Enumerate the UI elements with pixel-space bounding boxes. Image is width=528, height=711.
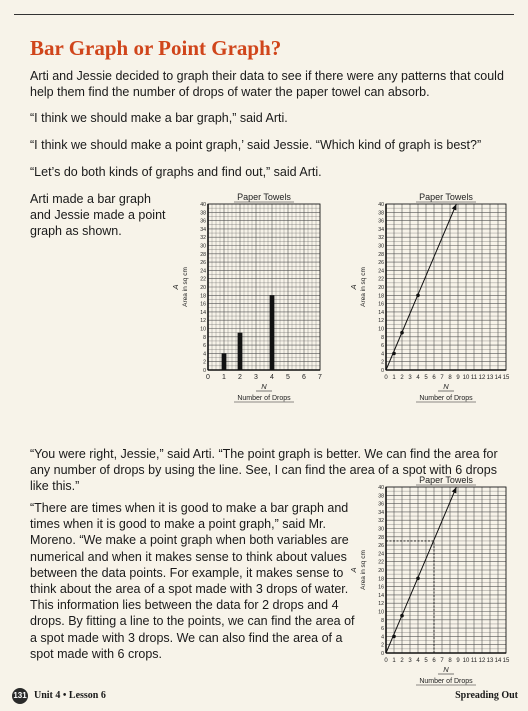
x-tick-label: 3 (408, 658, 412, 664)
y-tick-label: 6 (381, 626, 384, 633)
data-point (392, 352, 396, 356)
y-axis-variable: A (349, 567, 358, 573)
x-tick-label: 11 (470, 658, 478, 664)
top-rule (14, 14, 514, 15)
y-tick-label: 6 (381, 343, 384, 350)
bar-graph-svg (172, 190, 332, 405)
y-tick-label: 14 (378, 309, 384, 316)
x-tick-label: 0 (206, 374, 210, 381)
x-tick-label: 12 (478, 658, 486, 664)
x-tick-label: 2 (238, 374, 242, 381)
x-tick-label: 10 (462, 658, 470, 664)
y-tick-label: 40 (378, 485, 384, 491)
arti-quote-paragraph: “I think we should make a bar graph,” said Arti. (30, 111, 288, 125)
x-tick-label: 6 (432, 658, 436, 664)
y-tick-label: 8 (203, 334, 206, 341)
both-graphs-paragraph: “Let’s do both kinds of graphs and find out,” said Arti. (30, 165, 322, 179)
y-tick-label: 30 (200, 243, 206, 250)
x-tick-label: 12 (478, 375, 486, 381)
x-tick-label: 1 (392, 658, 396, 664)
x-axis-variable: N (443, 665, 449, 674)
x-tick-label: 4 (416, 658, 420, 664)
y-tick-label: 32 (200, 235, 206, 242)
x-tick-label: 3 (254, 374, 258, 381)
x-tick-label: 13 (486, 375, 494, 381)
y-tick-label: 12 (378, 601, 384, 608)
y-tick-label: 34 (378, 226, 384, 233)
y-axis-label: Area in sq cm (182, 267, 189, 307)
x-tick-label: 7 (318, 374, 322, 381)
chart-title: Paper Towels (419, 192, 473, 202)
y-tick-label: 32 (378, 518, 384, 525)
x-tick-label: 4 (270, 374, 274, 381)
x-tick-label: 5 (424, 658, 428, 664)
teacher-explanation-paragraph: “There are times when it is good to make a bar graph and times when it is good to make a point graph,” said Mr. Moreno. “We make a point graph when both variables are numerical and when it makes sense to think about values between the data points. For example, it makes sense to think about the area of a spot made with 3 drops of water. This information lies between the data for 2 drops and 4 drops. By fitting a line to the points, we can find the area of a spot made with 3 drops. We can also find the area of a spot made with 6 crops. (30, 501, 355, 661)
y-tick-label: 2 (381, 359, 384, 366)
y-tick-label: 22 (378, 276, 384, 283)
y-tick-label: 16 (378, 301, 384, 308)
y-tick-label: 8 (381, 617, 384, 624)
y-tick-label: 30 (378, 243, 384, 250)
y-tick-label: 0 (381, 368, 384, 374)
x-tick-label: 2 (400, 658, 404, 664)
y-tick-label: 40 (200, 202, 206, 208)
chart-title: Paper Towels (419, 475, 473, 485)
y-axis-label: Area in sq cm (360, 267, 367, 307)
y-axis-label-group (171, 267, 189, 307)
y-axis-label-group (349, 267, 367, 307)
x-tick-label: 13 (486, 658, 494, 664)
y-tick-label: 26 (378, 543, 384, 550)
y-tick-label: 34 (200, 226, 206, 233)
y-tick-label: 16 (200, 301, 206, 308)
x-axis-label: Number of Drops (237, 395, 291, 402)
y-tick-label: 12 (378, 318, 384, 325)
x-tick-label: 8 (448, 658, 452, 664)
y-tick-label: 22 (378, 559, 384, 566)
x-tick-label: 6 (302, 374, 306, 381)
y-axis-label: Area in sq cm (360, 550, 367, 590)
y-tick-label: 2 (203, 359, 206, 366)
x-tick-label: 8 (448, 375, 452, 381)
y-tick-label: 28 (200, 251, 206, 258)
jessie-quote-paragraph: “I think we should make a point graph,’ said Jessie. “Which kind of graph is best?” (30, 138, 482, 152)
x-axis-variable: N (261, 382, 267, 391)
y-tick-label: 40 (378, 202, 384, 208)
y-tick-label: 24 (378, 551, 384, 558)
y-tick-label: 20 (378, 285, 384, 291)
x-tick-label: 14 (494, 375, 502, 381)
x-tick-label: 9 (456, 658, 460, 664)
x-tick-label: 15 (502, 658, 510, 664)
y-tick-label: 34 (378, 509, 384, 516)
bar (222, 353, 227, 370)
y-tick-label: 20 (200, 285, 206, 291)
y-tick-label: 18 (378, 576, 384, 583)
y-tick-label: 16 (378, 584, 384, 591)
x-tick-label: 1 (222, 374, 226, 381)
data-point (400, 331, 404, 335)
x-tick-label: 5 (286, 374, 290, 381)
y-tick-label: 24 (378, 268, 384, 275)
y-tick-label: 14 (200, 309, 206, 316)
y-tick-label: 18 (378, 293, 384, 300)
x-tick-label: 10 (462, 375, 470, 381)
x-axis-label: Number of Drops (419, 678, 473, 685)
intro-paragraph: Arti and Jessie decided to graph their data to see if there were any patterns that could help them find the number of drops of water the paper towel can absorb. (30, 69, 504, 99)
x-axis-variable: N (443, 382, 449, 391)
x-tick-label: 14 (494, 658, 502, 664)
y-axis-variable: A (171, 284, 180, 290)
y-tick-label: 4 (381, 351, 384, 358)
x-tick-label: 15 (502, 375, 510, 381)
graphs-shown-paragraph: Arti made a bar graph and Jessie made a point graph as shown. (30, 192, 166, 238)
y-tick-label: 0 (203, 368, 206, 374)
x-tick-label: 3 (408, 375, 412, 381)
y-tick-label: 6 (203, 343, 206, 350)
fitted-line-arrowhead (452, 487, 457, 493)
y-tick-label: 12 (200, 318, 206, 325)
bar-graph-figure (172, 190, 332, 405)
y-tick-label: 2 (381, 642, 384, 649)
y-tick-label: 18 (200, 293, 206, 300)
point-graph-better-paragraph: “You were right, Jessie,” said Arti. “The point graph is better. We can find the area for any number of drops by using the line. See, I can find the area of a spot with 6 drops like this.” (30, 447, 498, 493)
y-tick-label: 24 (200, 268, 206, 275)
y-axis-variable: A (349, 284, 358, 290)
x-tick-label: 4 (416, 375, 420, 381)
page-number-badge: 131 (12, 688, 28, 704)
y-tick-label: 30 (378, 526, 384, 533)
y-tick-label: 36 (200, 218, 206, 225)
x-tick-label: 0 (384, 375, 388, 381)
x-tick-label: 11 (470, 375, 478, 381)
x-axis-label: Number of Drops (419, 395, 473, 402)
section-title: Spreading Out (455, 690, 518, 701)
y-tick-label: 22 (200, 276, 206, 283)
page-title: Bar Graph or Point Graph? (30, 36, 282, 60)
y-tick-label: 26 (378, 260, 384, 267)
point-graph-6-drops-svg (349, 473, 518, 688)
x-tick-label: 9 (456, 375, 460, 381)
x-tick-label: 1 (392, 375, 396, 381)
y-tick-label: 14 (378, 592, 384, 599)
data-point (392, 635, 396, 639)
y-tick-label: 32 (378, 235, 384, 242)
x-tick-label: 5 (424, 375, 428, 381)
y-tick-label: 36 (378, 218, 384, 225)
y-tick-label: 0 (381, 651, 384, 657)
point-graph-figure (349, 190, 518, 405)
y-tick-label: 10 (378, 609, 384, 616)
page-footer (12, 688, 518, 706)
x-tick-label: 6 (432, 375, 436, 381)
y-tick-label: 4 (203, 351, 206, 358)
bar (270, 295, 275, 370)
y-tick-label: 38 (378, 493, 384, 500)
point-graph-svg (349, 190, 518, 405)
x-tick-label: 0 (384, 658, 388, 664)
data-point (416, 294, 420, 298)
y-tick-label: 28 (378, 534, 384, 541)
data-point (416, 577, 420, 581)
y-tick-label: 10 (200, 326, 206, 333)
y-tick-label: 10 (378, 326, 384, 333)
x-tick-label: 7 (440, 658, 444, 664)
x-tick-label: 7 (440, 375, 444, 381)
y-tick-label: 20 (378, 568, 384, 574)
data-point (400, 614, 404, 618)
y-tick-label: 4 (381, 634, 384, 641)
y-tick-label: 38 (378, 210, 384, 217)
y-tick-label: 28 (378, 251, 384, 258)
y-tick-label: 26 (200, 260, 206, 267)
chart-title: Paper Towels (237, 192, 291, 202)
y-tick-label: 38 (200, 210, 206, 217)
x-tick-label: 2 (400, 375, 404, 381)
point-graph-6-drops-figure (349, 473, 518, 688)
unit-lesson-label: Unit 4 • Lesson 6 (34, 690, 106, 701)
y-tick-label: 8 (381, 334, 384, 341)
fitted-line-arrowhead (452, 204, 457, 210)
y-tick-label: 36 (378, 501, 384, 508)
bar (238, 333, 243, 370)
